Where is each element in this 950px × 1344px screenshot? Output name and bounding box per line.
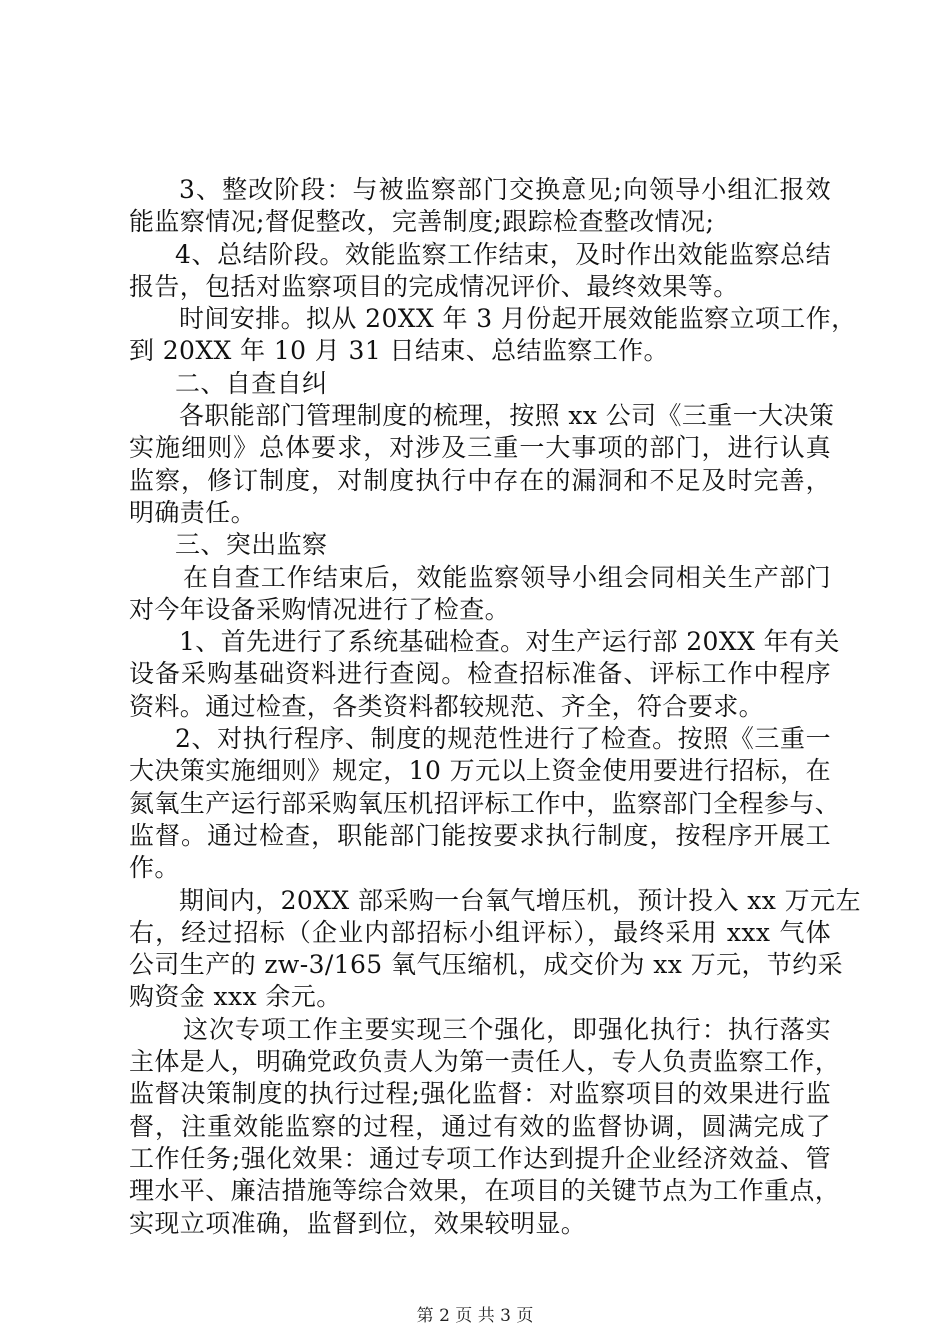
text-line: 监督。通过检查，职能部门能按要求执行制度，按程序开展工 (129, 820, 831, 850)
text-line: 这次专项工作主要实现三个强化，即强化执行：执行落实 (183, 1014, 831, 1044)
page-footer: 第 2 页 共 3 页 (416, 1306, 534, 1326)
text-line: 能监察情况;督促整改，完善制度;跟踪检查整改情况; (129, 207, 715, 237)
text-line: 右，经过招标（企业内部招标小组评标），最终采用 xxx 气体 (129, 917, 831, 947)
text-line: 购资金 xxx 余元。 (129, 982, 342, 1012)
text-line: 2、对执行程序、制度的规范性进行了检查。按照《三重一 (175, 724, 831, 754)
text-line: 1、首先进行了系统基础检查。对生产运行部 20XX 年有关 (179, 627, 840, 657)
text-line: 实施细则》总体要求，对涉及三重一大事项的部门，进行认真 (129, 433, 831, 463)
text-line: 公司生产的 zw-3/165 氧气压缩机，成交价为 xx 万元，节约采 (129, 950, 844, 980)
text-line: 到 20XX 年 10 月 31 日结束、总结监察工作。 (129, 336, 669, 366)
text-line: 各职能部门管理制度的梳理，按照 xx 公司《三重一大决策 (179, 401, 835, 431)
document-body (129, 174, 861, 1240)
text-line: 大决策实施细则》规定，10 万元以上资金使用要进行招标，在 (129, 756, 831, 786)
text-line: 监督决策制度的执行过程;强化监督：对监察项目的效果进行监 (129, 1079, 831, 1109)
text-line: 督，注重效能监察的过程，通过有效的监督协调，圆满完成了 (129, 1111, 831, 1141)
text-line: 设备采购基础资料进行查阅。检查招标准备、评标工作中程序 (129, 659, 831, 689)
text-line: 理水平、廉洁措施等综合效果，在项目的关键节点为工作重点， (129, 1176, 841, 1206)
text-line: 氮氧生产运行部采购氧压机招评标工作中，监察部门全程参与、 (129, 788, 841, 818)
text-line: 工作任务;强化效果：通过专项工作达到提升企业经济效益、管 (129, 1143, 831, 1173)
text-line: 对今年设备采购情况进行了检查。 (129, 594, 511, 624)
text-line: 期间内，20XX 部采购一台氧气增压机，预计投入 xx 万元左 (179, 885, 861, 915)
text-line: 时间安排。拟从 20XX 年 3 月份起开展效能监察立项工作， (179, 304, 857, 334)
text-line: 在自查工作结束后，效能监察领导小组会同相关生产部门 (183, 562, 831, 592)
text-line: 三、突出监察 (175, 530, 328, 560)
text-line: 主体是人，明确党政负责人为第一责任人，专人负责监察工作， (129, 1047, 841, 1077)
text-line: 4、总结阶段。效能监察工作结束，及时作出效能监察总结 (175, 239, 831, 269)
text-line: 作。 (129, 853, 180, 883)
text-line: 监察，修订制度，对制度执行中存在的漏洞和不足及时完善， (129, 465, 831, 495)
text-line: 报告，包括对监察项目的完成情况评价、最终效果等。 (129, 271, 739, 301)
text-line: 资料。通过检查，各类资料都较规范、齐全，符合要求。 (129, 691, 765, 721)
text-line: 明确责任。 (129, 497, 257, 527)
text-line: 实现立项准确，监督到位，效果较明显。 (129, 1208, 587, 1238)
text-line: 二、自查自纠 (175, 368, 328, 398)
text-line: 3、整改阶段：与被监察部门交换意见;向领导小组汇报效 (179, 175, 831, 204)
